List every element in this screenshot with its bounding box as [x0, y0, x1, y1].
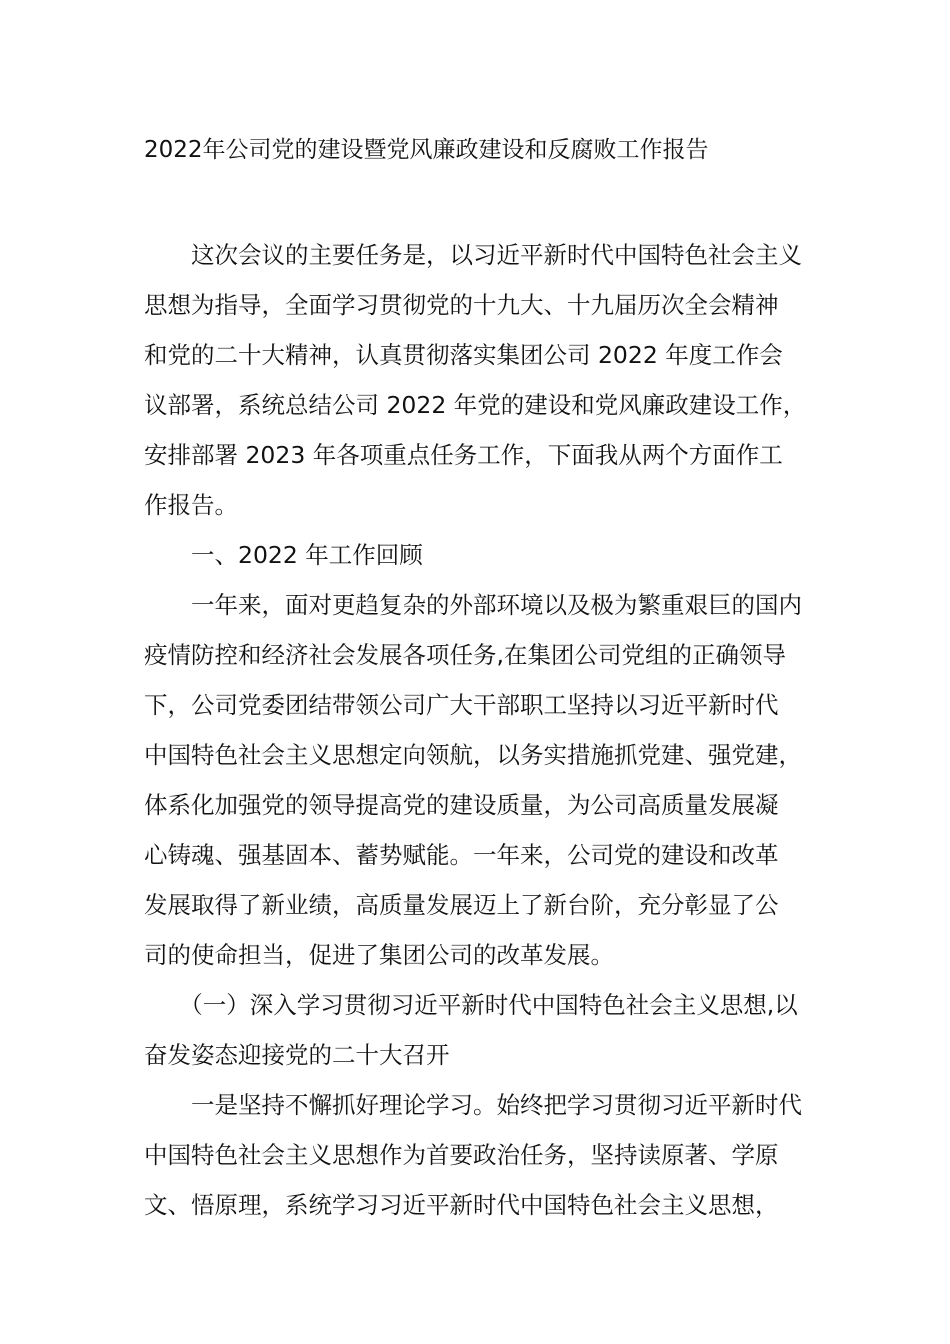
- text-line: 体系化加强党的领导提高党的建设质量，为公司高质量发展凝: [144, 791, 779, 819]
- text-line: 安排部署 2023 年各项重点任务工作，下面我从两个方面作工: [144, 441, 783, 469]
- text-line: 作报告。: [144, 491, 238, 519]
- text-line: 奋发姿态迎接党的二十大召开: [144, 1041, 450, 1069]
- paragraph-intro: [144, 230, 808, 530]
- text-line: 思想为指导，全面学习贯彻党的十九大、十九届历次全会精神: [144, 291, 779, 319]
- text-line: 中国特色社会主义思想定向领航，以务实措施抓党建、强党建，: [144, 741, 802, 769]
- document-body: [144, 230, 808, 1230]
- text-line: 一、2022 年工作回顾: [144, 541, 423, 569]
- text-line: 发展取得了新业绩，高质量发展迈上了新台阶，充分彰显了公: [144, 891, 779, 919]
- text-line: 心铸魂、强基固本、蓄势赋能。一年来，公司党的建设和改革: [144, 841, 779, 869]
- subsection-heading: [144, 980, 808, 1080]
- text-line: 和党的二十大精神，认真贯彻落实集团公司 2022 年度工作会: [144, 341, 783, 369]
- section-heading: [144, 530, 808, 580]
- text-line: 一年来，面对更趋复杂的外部环境以及极为繁重艰巨的国内: [144, 591, 802, 619]
- text-line: 司的使命担当，促进了集团公司的改革发展。: [144, 941, 614, 969]
- text-line: （一）深入学习贯彻习近平新时代中国特色社会主义思想,以: [144, 991, 798, 1019]
- text-line: 文、悟原理，系统学习习近平新时代中国特色社会主义思想，: [144, 1191, 779, 1219]
- paragraph-review: [144, 580, 808, 980]
- text-line: 中国特色社会主义思想作为首要政治任务，坚持读原著、学原: [144, 1141, 779, 1169]
- text-line: 一是坚持不懈抓好理论学习。始终把学习贯彻习近平新时代: [144, 1091, 802, 1119]
- text-line: 疫情防控和经济社会发展各项任务,在集团公司党组的正确领导: [144, 641, 786, 669]
- paragraph-theory-study: [144, 1080, 808, 1230]
- text-line: 下，公司党委团结带领公司广大干部职工坚持以习近平新时代: [144, 691, 779, 719]
- document-title: 2022年公司党的建设暨党风廉政建设和反腐败工作报告: [144, 137, 709, 163]
- text-line: 议部署，系统总结公司 2022 年党的建设和党风廉政建设工作，: [144, 391, 807, 419]
- text-line: 这次会议的主要任务是，以习近平新时代中国特色社会主义: [144, 241, 802, 269]
